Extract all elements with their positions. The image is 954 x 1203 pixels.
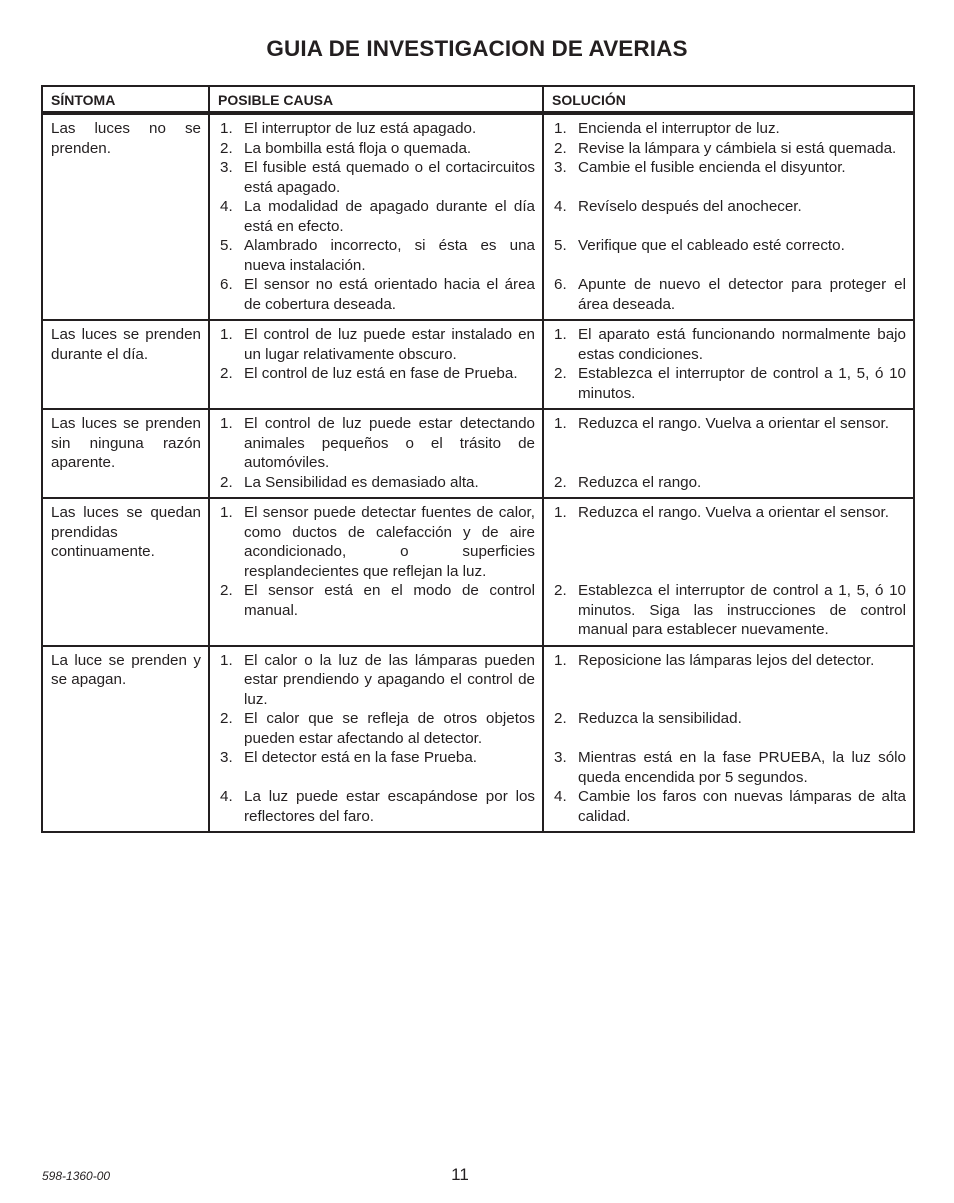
item-number: 2. [220, 582, 233, 599]
spacer [218, 768, 535, 788]
symptom-cell: Las luces se prenden sin ninguna razón aparente. [42, 409, 209, 498]
table-row [42, 409, 914, 498]
item-number: 2. [554, 473, 567, 491]
cause-cell [209, 320, 543, 409]
solution-item [552, 709, 906, 729]
item-text: El calor o la luz de las lámparas pueden estar prendiendo y apagando el control de luz. [244, 651, 535, 708]
item-text: El fusible está quemado o el cortacircuitos está apagado. [244, 159, 535, 196]
item-number: 2. [554, 582, 567, 599]
item-text: El sensor no está orientado hacia el área de cobertura deseada. [244, 276, 535, 313]
item-text: La modalidad de apagado durante el día está en efecto. [244, 198, 535, 235]
item-text: El interruptor de luz está apagado. [244, 120, 477, 137]
item-text: Establezca el interruptor de control a 1, 5, ó 10 minutos. [578, 365, 906, 402]
cause-item [218, 709, 535, 748]
table-row [42, 646, 914, 833]
solution-item [552, 651, 906, 671]
solution-item [552, 325, 906, 364]
header-solution: SOLUCIÓN [543, 86, 914, 113]
item-text: Reduzca el rango. Vuelva a orientar el sensor. [578, 504, 889, 521]
cause-item [218, 236, 535, 275]
symptom-cell: Las luces no se prenden. [42, 113, 209, 320]
solution-item [552, 787, 906, 826]
item-number: 3. [220, 159, 233, 176]
item-number: 6. [220, 276, 233, 293]
item-text: El control de luz puede estar instalado en un lugar relativamente obscuro. [244, 326, 535, 363]
item-number: 1. [220, 415, 233, 432]
cause-item [218, 325, 535, 364]
spacer [552, 729, 906, 749]
item-number: 4. [220, 198, 233, 215]
solution-cell [543, 646, 914, 833]
item-number: 1. [554, 651, 567, 669]
solution-item [552, 236, 906, 256]
item-text: La Sensibilidad es demasiado alta. [244, 473, 479, 491]
item-number: 1. [554, 326, 567, 343]
cause-item [218, 581, 535, 620]
spacer [552, 670, 906, 690]
item-number: 2. [554, 139, 567, 157]
solution-item [552, 581, 906, 640]
cause-item [218, 473, 535, 493]
solution-item [552, 119, 906, 139]
solution-item [552, 139, 906, 159]
cause-item [218, 651, 535, 710]
item-text: Verifique que el cableado esté correcto. [578, 237, 845, 254]
spacer [552, 542, 906, 562]
item-text: Revise la lámpara y cámbiela si está quemada. [578, 139, 897, 157]
item-number: 5. [554, 237, 567, 254]
table-row [42, 498, 914, 646]
cause-item [218, 139, 535, 159]
solution-item [552, 158, 906, 178]
table-row [42, 320, 914, 409]
item-text: La luz puede estar escapándose por los reflectores del faro. [244, 788, 535, 825]
item-text: El sensor está en el modo de control manual. [244, 582, 535, 619]
item-number: 3. [554, 749, 567, 766]
cause-item [218, 364, 535, 384]
item-text: El aparato está funcionando normalmente bajo estas condiciones. [578, 326, 906, 363]
cause-item [218, 414, 535, 473]
table-header-row [42, 86, 914, 113]
item-number: 2. [220, 710, 233, 727]
item-text: Reduzca el rango. [578, 473, 702, 491]
header-cause: POSIBLE CAUSA [209, 86, 543, 113]
solution-item [552, 197, 906, 217]
item-number: 3. [220, 749, 233, 766]
item-text: Cambie el fusible encienda el disyuntor. [578, 159, 846, 176]
item-number: 1. [554, 415, 567, 432]
solution-item [552, 364, 906, 403]
item-number: 5. [220, 237, 233, 254]
cause-cell [209, 646, 543, 833]
item-number: 2. [554, 710, 567, 727]
item-text: Reduzca la sensibilidad. [578, 710, 742, 727]
solution-item [552, 473, 906, 493]
item-text: Reduzca el rango. Vuelva a orientar el sensor. [578, 415, 889, 432]
cause-item [218, 197, 535, 236]
solution-cell [543, 113, 914, 320]
item-number: 1. [554, 504, 567, 521]
cause-cell [209, 498, 543, 646]
item-number: 1. [220, 326, 233, 343]
item-number: 1. [554, 120, 567, 137]
solution-cell [543, 409, 914, 498]
spacer [552, 690, 906, 710]
item-text: La bombilla está floja o quemada. [244, 139, 472, 157]
item-number: 1. [220, 120, 233, 137]
page-number: 11 [451, 1165, 469, 1184]
item-number: 2. [220, 365, 233, 382]
item-text: Encienda el interruptor de luz. [578, 120, 780, 137]
cause-item [218, 158, 535, 197]
symptom-cell: La luce se prenden y se apagan. [42, 646, 209, 833]
item-text: El control de luz está en fase de Prueba. [244, 365, 518, 382]
item-text: Apunte de nuevo el detector para proteger el área deseada. [578, 276, 906, 313]
spacer [552, 562, 906, 582]
cause-item [218, 503, 535, 581]
item-text: El sensor puede detectar fuentes de calor, como ductos de calefacción y de aire acondicionado, o superficies resplandecientes que reflejan la luz. [244, 504, 535, 580]
item-text: Revíselo después del anochecer. [578, 198, 802, 215]
solution-item [552, 414, 906, 434]
solution-item [552, 275, 906, 314]
solution-item [552, 748, 906, 787]
item-number: 1. [220, 651, 233, 669]
spacer [552, 434, 906, 454]
item-number: 4. [554, 788, 567, 805]
symptom-cell: Las luces se prenden durante el día. [42, 320, 209, 409]
solution-cell [543, 498, 914, 646]
cause-item [218, 748, 535, 768]
spacer [552, 217, 906, 237]
solution-cell [543, 320, 914, 409]
item-text: El calor que se refleja de otros objetos pueden estar afectando al detector. [244, 710, 535, 747]
item-text: Alambrado incorrecto, si ésta es una nueva instalación. [244, 237, 535, 274]
item-text: El detector está en la fase Prueba. [244, 749, 478, 766]
item-number: 2. [554, 365, 567, 382]
troubleshooting-table [41, 85, 915, 833]
spacer [552, 256, 906, 276]
cause-item [218, 787, 535, 826]
item-number: 3. [554, 159, 567, 176]
page-title: GUIA DE INVESTIGACION DE AVERIAS [266, 36, 688, 61]
item-number: 1. [220, 504, 233, 521]
table-row [42, 113, 914, 320]
spacer [552, 178, 906, 198]
item-number: 4. [554, 198, 567, 215]
cause-cell [209, 113, 543, 320]
header-symptom: SÍNTOMA [42, 86, 209, 113]
item-text: El control de luz puede estar detectando animales pequeños o el trásito de automóviles. [244, 415, 535, 471]
item-text: Cambie los faros con nuevas lámparas de alta calidad. [578, 788, 906, 825]
item-text: Establezca el interruptor de control a 1, 5, ó 10 minutos. Siga las instrucciones de control manual para establecer nuevamente. [578, 582, 906, 638]
item-text: Reposicione las lámparas lejos del detector. [578, 651, 875, 669]
cause-cell [209, 409, 543, 498]
item-number: 4. [220, 788, 233, 805]
item-number: 2. [220, 473, 233, 491]
cause-item [218, 275, 535, 314]
document-code: 598-1360-00 [42, 1169, 111, 1183]
solution-item [552, 503, 906, 523]
item-number: 2. [220, 139, 233, 157]
spacer [552, 453, 906, 473]
cause-item [218, 119, 535, 139]
symptom-cell: Las luces se quedan prendidas continuamente. [42, 498, 209, 646]
spacer [552, 523, 906, 543]
item-text: Mientras está en la fase PRUEBA, la luz sólo queda encendida por 5 segundos. [578, 749, 906, 786]
item-number: 6. [554, 276, 567, 293]
